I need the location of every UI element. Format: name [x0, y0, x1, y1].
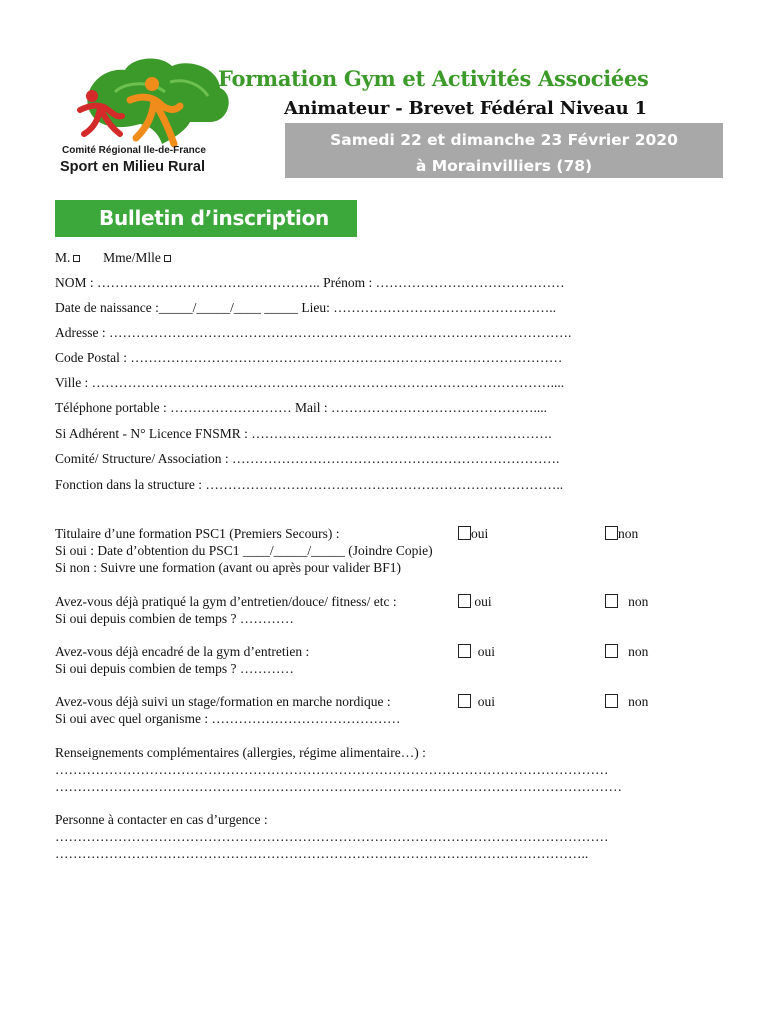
psc1-question: Titulaire d’une formation PSC1 (Premiers Secours) :	[55, 526, 340, 541]
encadre-duration[interactable]: Si oui depuis combien de temps ? …………	[55, 661, 294, 676]
event-date: Samedi 22 et dimanche 23 Février 2020	[330, 131, 678, 149]
field-telephone-mail[interactable]: Téléphone portable : ……………………… Mail : ………………………………………....	[55, 400, 547, 415]
urgence-line-1[interactable]: ……………………………………………………………………………………………………………	[55, 829, 609, 844]
form-banner: Bulletin d’inscription	[55, 200, 357, 237]
psc1-non-label: non	[618, 526, 639, 541]
civility-mme-label: Mme/Mlle	[103, 250, 161, 265]
psc1-non-checkbox[interactable]	[605, 526, 618, 540]
nordique-oui-checkbox[interactable]	[458, 694, 471, 708]
logo-line1: Comité Régional Ile-de-France	[62, 145, 206, 156]
field-ville[interactable]: Ville : …………………………………………………………………………………………....	[55, 375, 565, 390]
field-licence[interactable]: Si Adhérent - N° Licence FNSMR : ………………………………………………………….	[55, 426, 552, 441]
renseignements-label: Renseignements complémentaires (allergies, régime alimentaire…) :	[55, 745, 426, 760]
gym-non-checkbox[interactable]	[605, 594, 618, 608]
logo-runner-red-head	[86, 90, 98, 102]
encadre-non-label: non	[628, 644, 649, 659]
renseignements-line-2[interactable]: ………………………………………………………………………………………………………………	[55, 779, 622, 794]
document-subtitle: Animateur - Brevet Fédéral Niveau 1	[284, 98, 647, 119]
field-date-lieu[interactable]: Date de naissance :_____/_____/____ _____ Lieu: …………………………………………..	[55, 300, 556, 315]
event-date-box	[285, 123, 723, 178]
field-comite[interactable]: Comité/ Structure/ Association : ……………………………………………………………….	[55, 451, 560, 466]
urgence-label: Personne à contacter en cas d’urgence :	[55, 812, 268, 827]
urgence-line-2[interactable]: ………………………………………………………………………………………………………..	[55, 846, 589, 861]
event-location: à Morainvilliers (78)	[415, 157, 593, 175]
civility-row	[55, 250, 171, 266]
nordique-non-label: non	[628, 694, 649, 709]
renseignements-line-1[interactable]: ……………………………………………………………………………………………………………	[55, 762, 609, 777]
nordique-oui-label: oui	[477, 694, 496, 709]
gym-question: Avez-vous déjà pratiqué la gym d’entretien/douce/ fitness/ etc :	[55, 594, 397, 609]
psc1-oui-checkbox[interactable]	[458, 526, 471, 540]
nordique-question: Avez-vous déjà suivi un stage/formation en marche nordique :	[55, 694, 391, 709]
gym-non-label: non	[628, 594, 649, 609]
encadre-oui-label: oui	[477, 644, 496, 659]
field-fonction[interactable]: Fonction dans la structure : ……………………………………………………………………..	[55, 477, 564, 492]
civility-mme-checkbox[interactable]	[164, 255, 171, 262]
nordique-organisme[interactable]: Si oui avec quel organisme : ……………………………………	[55, 711, 401, 726]
field-nom-prenom[interactable]: NOM : ………………………………………….. Prénom : ……………………………………	[55, 275, 565, 290]
document-title: Formation Gym et Activités Associées	[218, 66, 649, 91]
field-code-postal[interactable]: Code Postal : ……………………………………………………………………………………	[55, 350, 563, 365]
logo-line2: Sport en Milieu Rural	[60, 159, 206, 175]
field-adresse[interactable]: Adresse : ………………………………………………………………………………………….	[55, 325, 572, 340]
civility-m-checkbox[interactable]	[73, 255, 80, 262]
civility-m-label: M.	[55, 250, 71, 265]
psc1-date-line[interactable]: Si oui : Date d’obtention du PSC1 ____/_____/_____ (Joindre Copie)	[55, 543, 433, 558]
nordique-non-checkbox[interactable]	[605, 694, 618, 708]
psc1-note: Si non : Suivre une formation (avant ou après pour valider BF1)	[55, 560, 402, 575]
encadre-oui-checkbox[interactable]	[458, 644, 471, 658]
encadre-question: Avez-vous déjà encadré de la gym d’entretien :	[55, 644, 310, 659]
encadre-non-checkbox[interactable]	[605, 644, 618, 658]
gym-duration[interactable]: Si oui depuis combien de temps ? …………	[55, 611, 294, 626]
gym-oui-label: oui	[474, 594, 492, 609]
psc1-oui-label: oui	[471, 526, 489, 541]
gym-oui-checkbox[interactable]	[458, 594, 471, 608]
logo-runner-orange-head	[145, 77, 159, 91]
